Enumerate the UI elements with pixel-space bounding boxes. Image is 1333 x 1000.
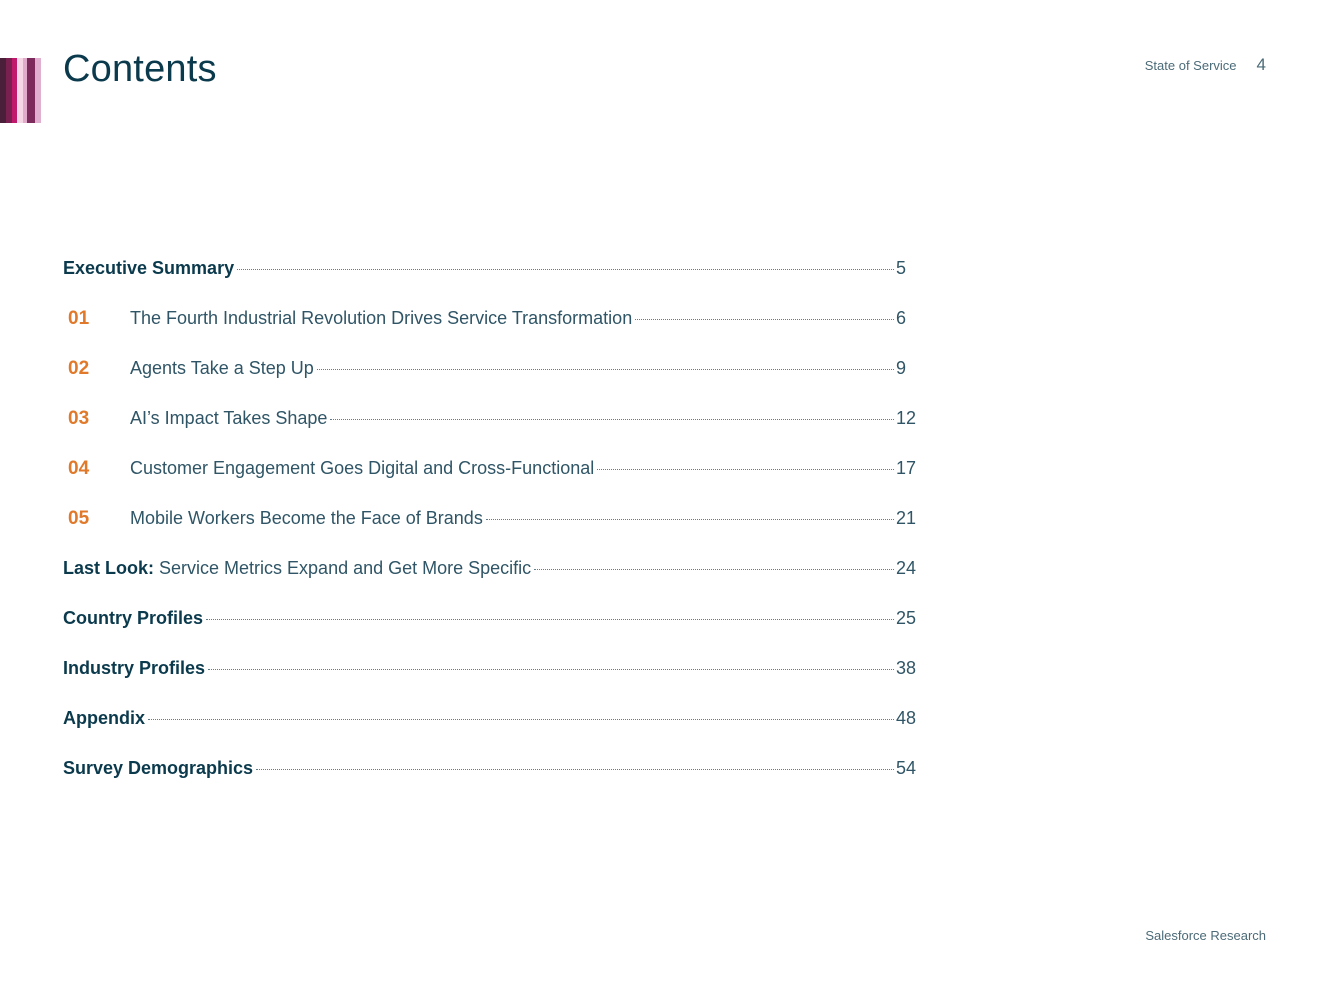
page-number: 4 [1256, 55, 1266, 74]
toc-page-number: 12 [896, 408, 917, 428]
table-of-contents [63, 258, 920, 808]
toc-entry[interactable] [63, 708, 920, 758]
dot-leader [206, 619, 894, 620]
toc-entry[interactable] [63, 308, 920, 358]
toc-section-heading: Appendix [63, 708, 146, 728]
toc-entry[interactable] [63, 258, 920, 308]
toc-entry[interactable] [63, 508, 920, 558]
toc-page-number: 24 [896, 558, 917, 578]
toc-entry[interactable] [63, 658, 920, 708]
toc-page-number: 21 [896, 508, 917, 528]
toc-page-number: 54 [896, 758, 917, 778]
toc-page-number: 6 [896, 308, 907, 328]
dot-leader [256, 769, 894, 770]
toc-entry-title: Mobile Workers Become the Face of Brands [130, 508, 483, 528]
toc-entry[interactable] [63, 358, 920, 408]
running-header [1145, 55, 1266, 75]
toc-page-number: 38 [896, 658, 917, 678]
toc-entry-title: Service Metrics Expand and Get More Specific [159, 558, 532, 578]
toc-entry-title: Agents Take a Step Up [130, 358, 314, 378]
dot-leader [208, 669, 894, 670]
toc-entry[interactable] [63, 458, 920, 508]
dot-leader [237, 269, 894, 270]
toc-entry[interactable] [63, 758, 920, 808]
toc-section-heading: Country Profiles [63, 608, 204, 628]
stripe-7 [35, 58, 41, 123]
toc-chapter-number: 05 [68, 508, 90, 529]
dot-leader [486, 519, 894, 520]
toc-section-heading: Industry Profiles [63, 658, 206, 678]
toc-entry-title: The Fourth Industrial Revolution Drives Service Transformation [130, 308, 633, 328]
toc-page-number: 5 [896, 258, 907, 278]
decorative-color-stripes [0, 58, 41, 123]
toc-chapter-number: 02 [68, 358, 90, 379]
toc-page-number: 17 [896, 458, 917, 478]
page-title: Contents [63, 48, 217, 90]
toc-chapter-number: 03 [68, 408, 90, 429]
toc-entry[interactable] [63, 558, 920, 608]
toc-entry[interactable] [63, 408, 920, 458]
toc-section-heading: Survey Demographics [63, 758, 254, 778]
stripe-6 [27, 58, 35, 123]
dot-leader [597, 469, 894, 470]
toc-page-number: 48 [896, 708, 917, 728]
footer-label: Salesforce Research [1145, 928, 1266, 943]
toc-entry[interactable] [63, 608, 920, 658]
document-name: State of Service [1144, 58, 1237, 73]
toc-entry-title: AI’s Impact Takes Shape [130, 408, 328, 428]
dot-leader [148, 719, 894, 720]
dot-leader [330, 419, 894, 420]
toc-entry-title: Customer Engagement Goes Digital and Cross-Functional [130, 458, 595, 478]
toc-chapter-number: 04 [68, 458, 90, 479]
toc-page-number: 25 [896, 608, 917, 628]
dot-leader [635, 319, 894, 320]
toc-section-heading: Last Look: [63, 558, 155, 578]
toc-section-heading: Executive Summary [63, 258, 235, 278]
dot-leader [317, 369, 894, 370]
dot-leader [534, 569, 894, 570]
toc-chapter-number: 01 [68, 308, 90, 329]
toc-page-number: 9 [896, 358, 907, 378]
